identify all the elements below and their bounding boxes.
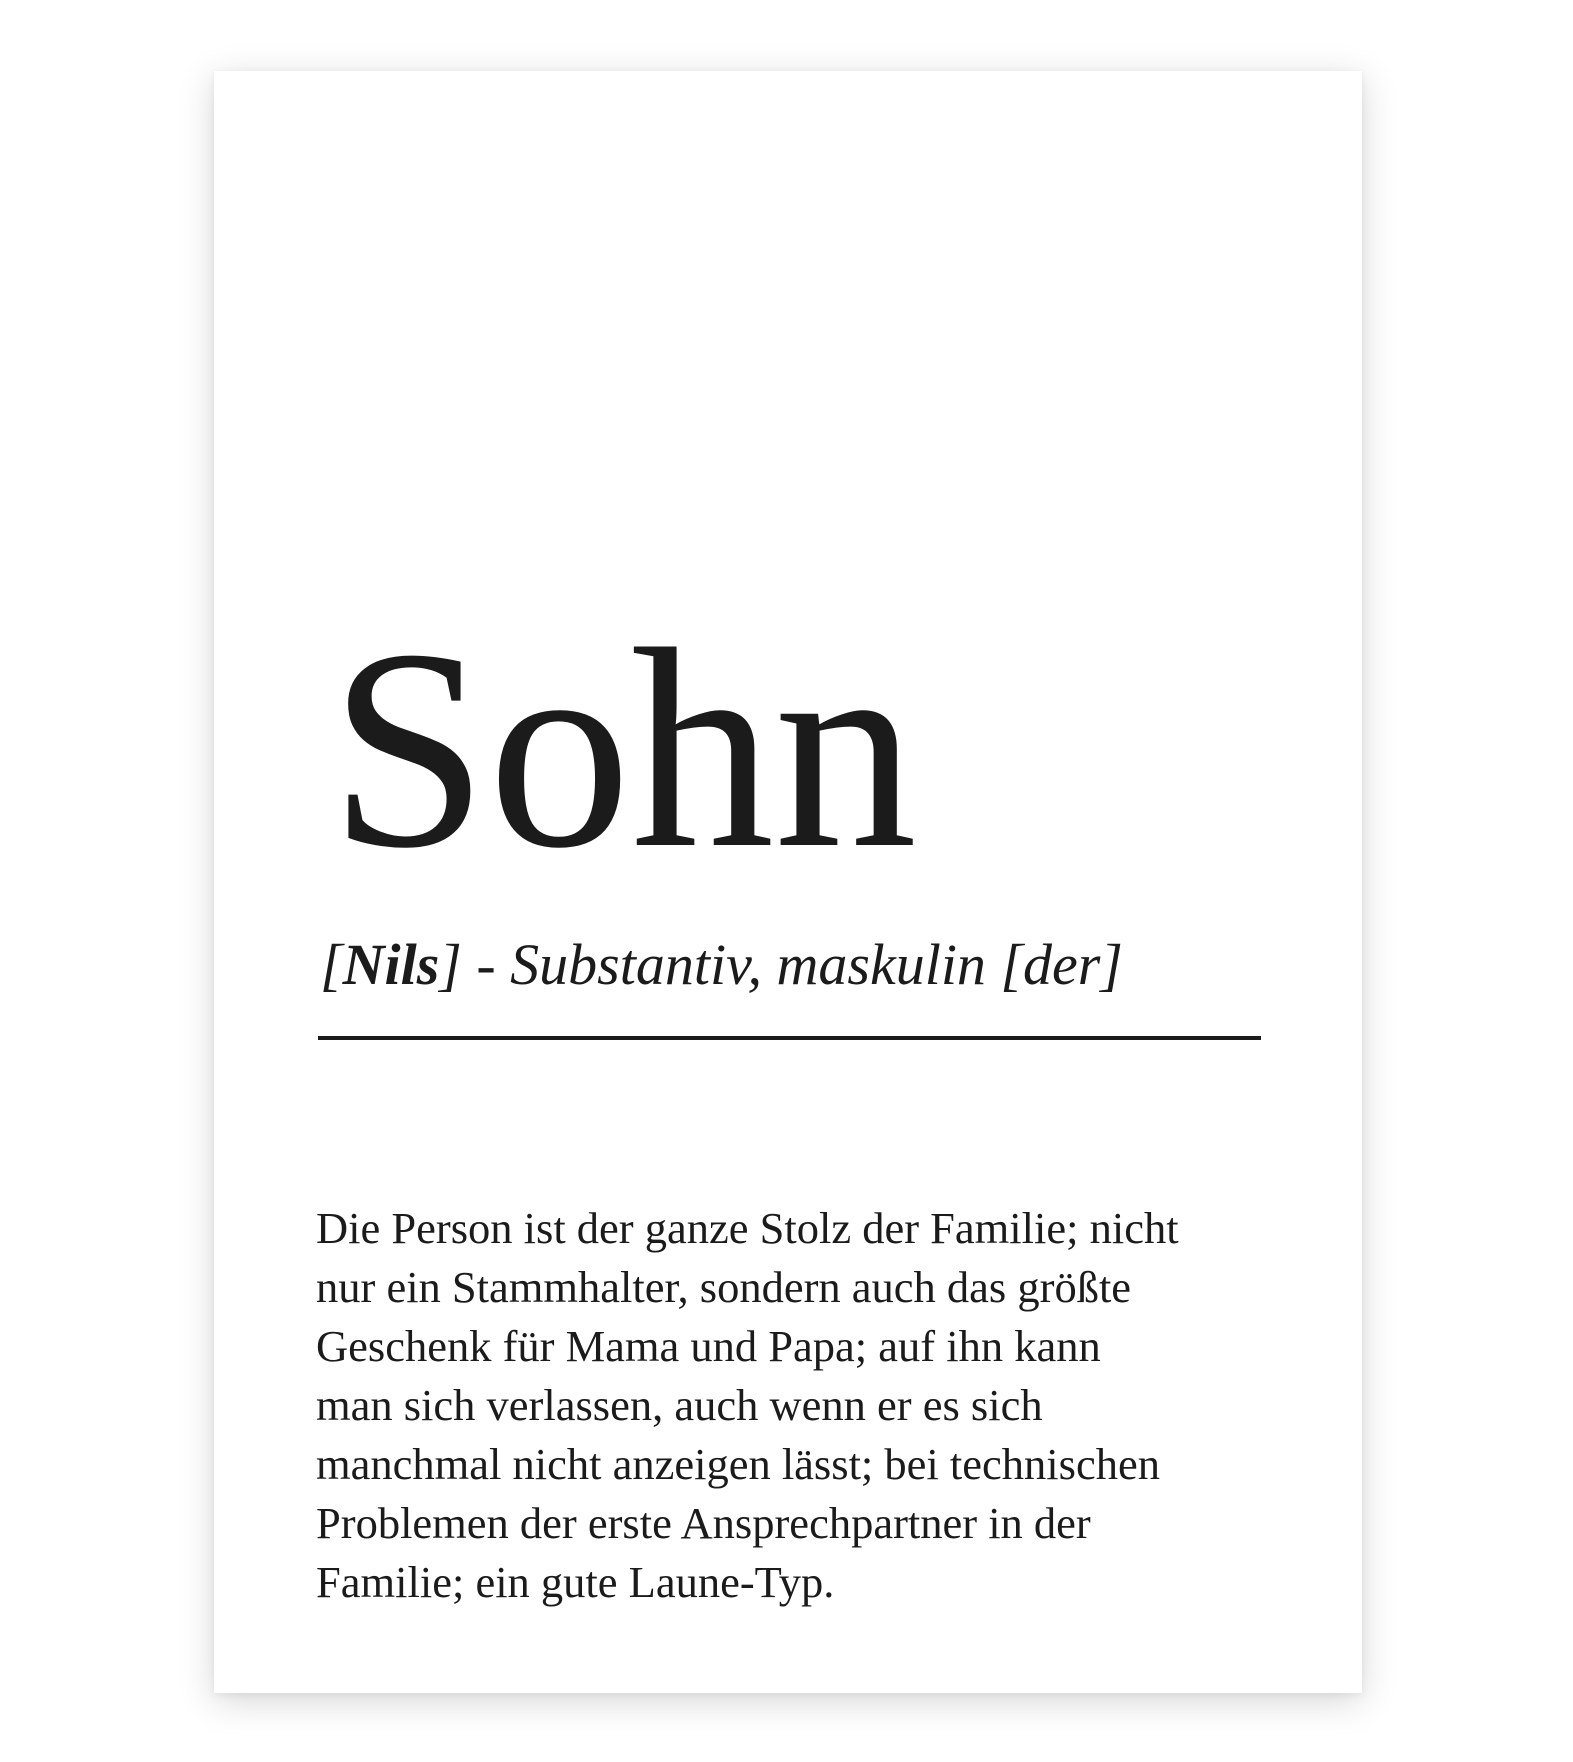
definition-line: manchmal nicht anzeigen lässt; bei technischen [316, 1439, 1160, 1489]
definition-line: Familie; ein gute Laune-Typ. [316, 1557, 835, 1607]
definition-line: man sich verlassen, auch wenn er es sich [316, 1380, 1043, 1430]
definition-line: Die Person ist der ganze Stolz der Familie; nicht [316, 1203, 1179, 1253]
definition-text [316, 1199, 1326, 1612]
definition-poster [214, 71, 1362, 1693]
definition-line: Problemen der erste Ansprechpartner in der [316, 1498, 1091, 1548]
headword: Sohn [329, 590, 918, 907]
definition-line: nur ein Stammhalter, sondern auch das größte [316, 1262, 1132, 1312]
word-subtitle [320, 933, 1123, 997]
subtitle-grammar: ] - Substantiv, maskulin [der] [439, 932, 1123, 997]
subtitle-open-bracket: [ [320, 932, 343, 997]
subtitle-name: Nils [342, 932, 440, 997]
divider-line [318, 1036, 1261, 1040]
definition-line: Geschenk für Mama und Papa; auf ihn kann [316, 1321, 1101, 1371]
